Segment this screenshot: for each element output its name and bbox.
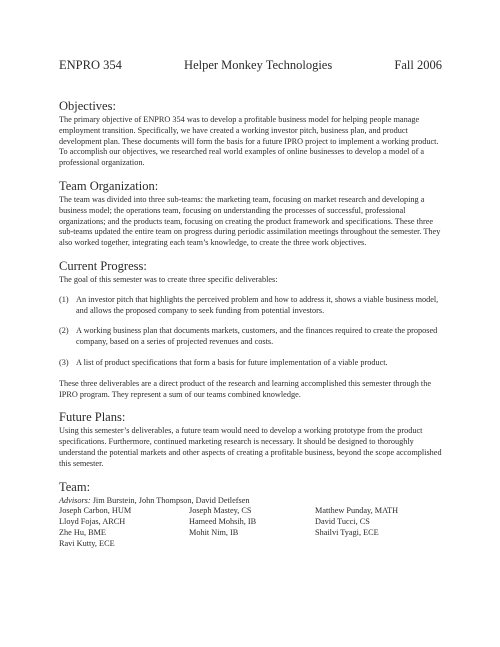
page-header	[59, 58, 442, 73]
objectives-section	[59, 99, 442, 169]
course-code: ENPRO 354	[59, 58, 122, 72]
company-name: Helper Monkey Technologies	[184, 58, 333, 72]
future-plans-section	[59, 410, 442, 469]
progress-intro: The goal of this semester was to create three specific deliverables:	[59, 274, 278, 284]
future-plans-title: Future Plans:	[59, 410, 126, 425]
team-member: Shailvi Tyagi, ECE	[315, 527, 379, 537]
progress-outro: These three deliverables are a direct product of the research and learning accomplished this semester through the IPRO program. They represent a sum of our teams combined knowledge.	[59, 378, 432, 399]
team-member: Hameed Mohsih, IB	[189, 517, 257, 527]
team-member: Zhe Hu, BME	[59, 527, 106, 537]
list-item	[59, 295, 442, 317]
list-item-number: (1)	[59, 294, 69, 304]
list-item	[59, 358, 442, 369]
team-section	[59, 480, 442, 550]
document-page	[59, 58, 442, 560]
current-progress-title: Current Progress:	[59, 258, 147, 273]
list-item-text: A working business plan that documents markets, customers, and the finances required to create the proposed company, based on a series of projected revenues and costs.	[76, 326, 438, 347]
future-plans-text: Using this semester’s deliverables, a future team would need to develop a working prototype from the product specifications. Furthermore, continued marketing research is necessary. It should be designed to thoroughly understand the potential markets and other aspects of creating a profitable business, beyond the scope accomplished this semester.	[59, 426, 442, 468]
team-member: Mohit Nim, IB	[189, 527, 239, 537]
team-organization-title: Team Organization:	[59, 178, 159, 193]
team-member: Lloyd Fojas, ARCH	[59, 517, 126, 527]
list-item-text: A list of product specifications that form a basis for future implementation of a viable product.	[76, 357, 388, 367]
list-item	[59, 326, 442, 348]
objectives-text: The primary objective of ENPRO 354 was to develop a profitable business model for helping people manage employment transition. Specifically, we have created a working investor pitch, business plan, and product development plan. These documents will form the basis for a future IPRO project to implement a working product. To accomplish our objectives, we researched real world examples of online businesses to develop a model of a professional organization.	[59, 115, 439, 168]
advisors-names: Jim Burstein, John Thompson, David Detlefsen	[92, 495, 250, 505]
team-organization-section	[59, 179, 442, 249]
team-organization-text: The team was divided into three sub-teams: the marketing team, focusing on market research and developing a business model; the operations team, focusing on understanding the processes of successful, professional organizations; and the products team, focusing on creating the product framework and specifications. These three sub-teams updated the entire team on progress during periodic assimilation meetings throughout the semester. They also worked together, integrating each team’s knowledge, to create the three work objectives.	[59, 194, 441, 248]
list-item-number: (3)	[59, 357, 69, 367]
team-member: Joseph Mastey, CS	[189, 506, 252, 516]
team-member: Matthew Punday, MATH	[315, 506, 399, 516]
team-member: David Tucci, CS	[315, 517, 370, 527]
advisors-line	[59, 496, 442, 507]
list-item-text: An investor pitch that highlights the perceived problem and how to address it, shows a viable business model, and allows the proposed company to seek funding from potential investors.	[76, 294, 439, 315]
advisors-label: Advisors:	[59, 495, 91, 505]
list-item-number: (2)	[59, 326, 69, 336]
team-member: Joseph Carbon, HUM	[59, 506, 132, 516]
objectives-title: Objectives:	[59, 99, 116, 113]
term: Fall 2006	[394, 58, 442, 72]
current-progress-section	[59, 259, 442, 400]
team-title: Team:	[59, 479, 91, 494]
deliverables-list	[59, 295, 442, 369]
team-member: Ravi Kutty, ECE	[59, 538, 115, 548]
team-members-grid	[59, 506, 442, 549]
